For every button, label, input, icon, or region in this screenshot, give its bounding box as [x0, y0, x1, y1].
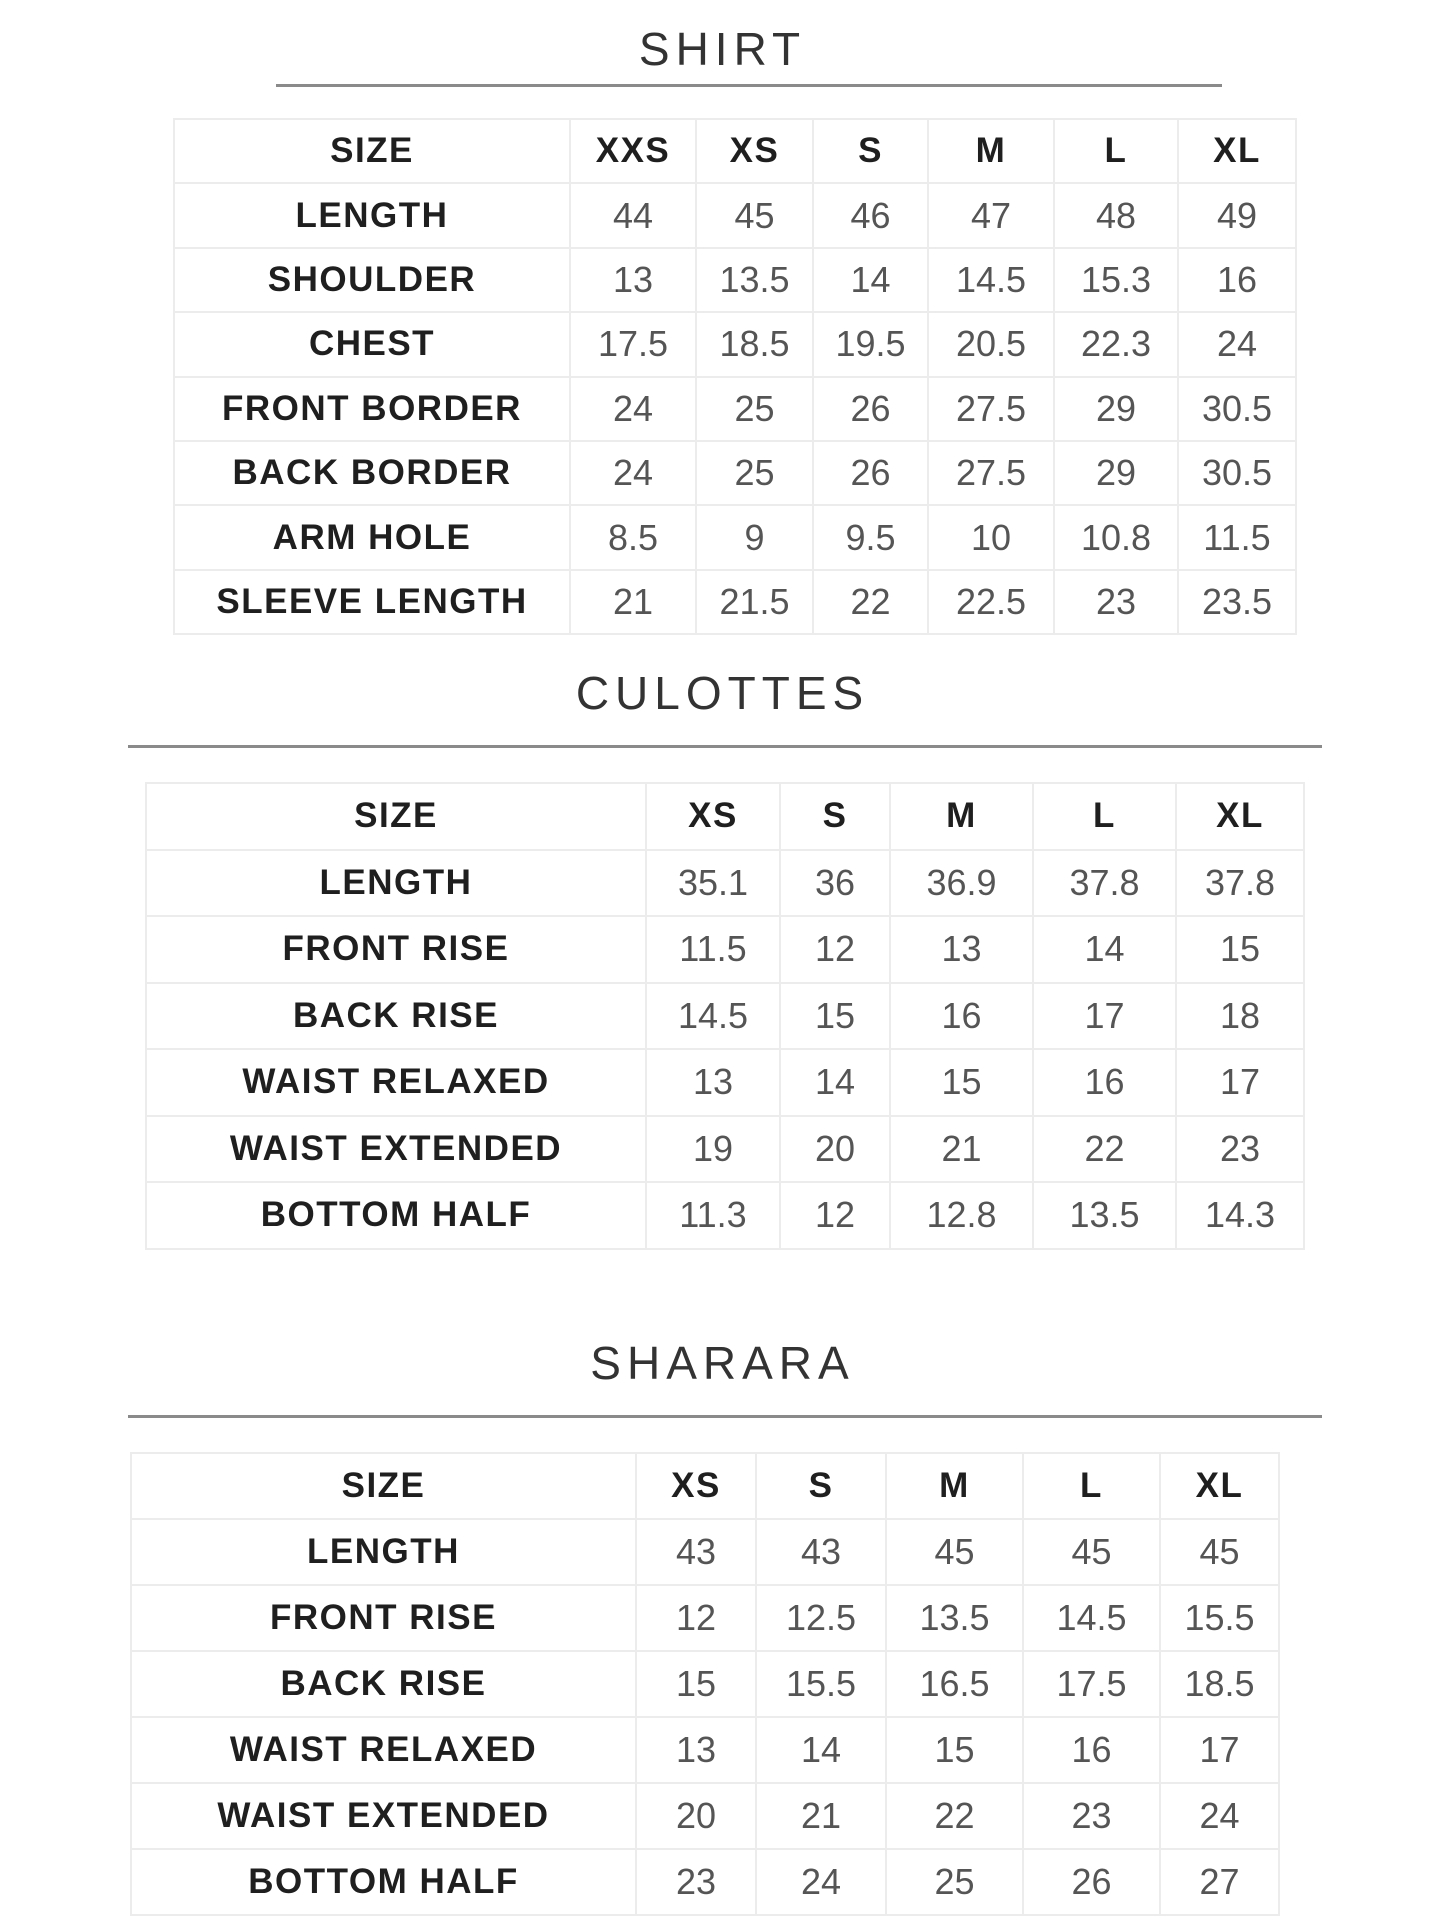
- measurement-value: 29: [1054, 377, 1178, 441]
- table-row: [131, 1519, 1279, 1585]
- table-row: [146, 1049, 1304, 1116]
- measurement-value: 8.5: [570, 505, 696, 569]
- size-header-cell: XXS: [570, 119, 696, 183]
- sharara-title: SHARARA: [590, 1337, 855, 1389]
- measurement-value: 15: [636, 1651, 756, 1717]
- measurement-value: 37.8: [1176, 850, 1304, 917]
- measurement-label: BACK RISE: [146, 983, 646, 1050]
- measurement-value: 13: [890, 916, 1033, 983]
- shirt-divider: [276, 84, 1222, 87]
- size-header-cell: M: [890, 783, 1033, 850]
- measurement-value: 24: [570, 377, 696, 441]
- measurement-value: 18.5: [1160, 1651, 1279, 1717]
- measurement-value: 14: [813, 248, 928, 312]
- measurement-value: 17: [1160, 1717, 1279, 1783]
- measurement-value: 14.5: [928, 248, 1054, 312]
- measurement-value: 12.8: [890, 1182, 1033, 1249]
- size-header-cell: L: [1033, 783, 1176, 850]
- measurement-value: 14.5: [646, 983, 780, 1050]
- measurement-value: 45: [886, 1519, 1023, 1585]
- measurement-value: 14: [756, 1717, 886, 1783]
- sharara-divider: [128, 1415, 1322, 1418]
- measurement-label: FRONT RISE: [146, 916, 646, 983]
- measurement-value: 15: [1176, 916, 1304, 983]
- measurement-label: WAIST EXTENDED: [131, 1783, 636, 1849]
- measurement-label: LENGTH: [174, 183, 570, 247]
- table-row: [146, 850, 1304, 917]
- measurement-value: 46: [813, 183, 928, 247]
- measurement-value: 24: [1178, 312, 1296, 376]
- measurement-value: 30.5: [1178, 377, 1296, 441]
- measurement-label: SLEEVE LENGTH: [174, 570, 570, 634]
- table-row: [146, 1116, 1304, 1183]
- table-row: [174, 183, 1296, 247]
- measurement-value: 44: [570, 183, 696, 247]
- measurement-value: 26: [813, 377, 928, 441]
- measurement-value: 23: [636, 1849, 756, 1915]
- measurement-value: 13: [636, 1717, 756, 1783]
- measurement-label: WAIST RELAXED: [131, 1717, 636, 1783]
- measurement-value: 23: [1023, 1783, 1160, 1849]
- measurement-value: 15.5: [756, 1651, 886, 1717]
- measurement-value: 21: [756, 1783, 886, 1849]
- size-header-cell: XL: [1178, 119, 1296, 183]
- measurement-value: 15: [780, 983, 890, 1050]
- measurement-value: 25: [886, 1849, 1023, 1915]
- size-header-cell: L: [1054, 119, 1178, 183]
- measurement-value: 10: [928, 505, 1054, 569]
- measurement-value: 11.3: [646, 1182, 780, 1249]
- measurement-label: FRONT RISE: [131, 1585, 636, 1651]
- measurement-value: 12: [780, 1182, 890, 1249]
- measurement-label: BACK BORDER: [174, 441, 570, 505]
- table-row: [174, 570, 1296, 634]
- measurement-value: 14: [780, 1049, 890, 1116]
- measurement-value: 45: [1023, 1519, 1160, 1585]
- size-column-header: SIZE: [174, 119, 570, 183]
- measurement-value: 19: [646, 1116, 780, 1183]
- table-row: [131, 1783, 1279, 1849]
- measurement-value: 29: [1054, 441, 1178, 505]
- measurement-value: 21: [890, 1116, 1033, 1183]
- measurement-value: 23.5: [1178, 570, 1296, 634]
- table-row: [131, 1849, 1279, 1915]
- measurement-value: 24: [570, 441, 696, 505]
- measurement-value: 24: [756, 1849, 886, 1915]
- measurement-value: 15.3: [1054, 248, 1178, 312]
- measurement-label: BACK RISE: [131, 1651, 636, 1717]
- measurement-value: 25: [696, 441, 813, 505]
- measurement-label: FRONT BORDER: [174, 377, 570, 441]
- measurement-value: 45: [1160, 1519, 1279, 1585]
- shirt-title: SHIRT: [638, 23, 807, 75]
- measurement-value: 13.5: [886, 1585, 1023, 1651]
- measurement-label: SHOULDER: [174, 248, 570, 312]
- measurement-value: 18.5: [696, 312, 813, 376]
- measurement-value: 9.5: [813, 505, 928, 569]
- measurement-value: 12.5: [756, 1585, 886, 1651]
- table-row: [174, 505, 1296, 569]
- table-row: [174, 248, 1296, 312]
- table-row: [146, 983, 1304, 1050]
- measurement-value: 37.8: [1033, 850, 1176, 917]
- measurement-value: 21.5: [696, 570, 813, 634]
- measurement-label: LENGTH: [131, 1519, 636, 1585]
- size-header-cell: M: [928, 119, 1054, 183]
- measurement-value: 24: [1160, 1783, 1279, 1849]
- size-header-cell: S: [813, 119, 928, 183]
- measurement-value: 15.5: [1160, 1585, 1279, 1651]
- measurement-value: 13.5: [1033, 1182, 1176, 1249]
- size-header-cell: S: [756, 1453, 886, 1519]
- measurement-value: 22.5: [928, 570, 1054, 634]
- measurement-value: 22.3: [1054, 312, 1178, 376]
- size-header-cell: M: [886, 1453, 1023, 1519]
- table-row: [131, 1585, 1279, 1651]
- size-header-cell: XL: [1176, 783, 1304, 850]
- size-column-header: SIZE: [146, 783, 646, 850]
- measurement-value: 17: [1033, 983, 1176, 1050]
- measurement-value: 16: [1023, 1717, 1160, 1783]
- measurement-value: 35.1: [646, 850, 780, 917]
- size-column-header: SIZE: [131, 1453, 636, 1519]
- table-row: [174, 441, 1296, 505]
- shirt-header-row: [174, 119, 1296, 183]
- shirt-size-table: [173, 118, 1297, 635]
- measurement-value: 43: [636, 1519, 756, 1585]
- measurement-value: 20.5: [928, 312, 1054, 376]
- measurement-value: 15: [886, 1717, 1023, 1783]
- measurement-value: 16: [890, 983, 1033, 1050]
- measurement-value: 13: [646, 1049, 780, 1116]
- measurement-value: 30.5: [1178, 441, 1296, 505]
- measurement-value: 17.5: [1023, 1651, 1160, 1717]
- measurement-value: 14.5: [1023, 1585, 1160, 1651]
- measurement-value: 11.5: [1178, 505, 1296, 569]
- measurement-value: 23: [1054, 570, 1178, 634]
- measurement-value: 15: [890, 1049, 1033, 1116]
- measurement-value: 36: [780, 850, 890, 917]
- size-header-cell: XS: [636, 1453, 756, 1519]
- measurement-value: 13: [570, 248, 696, 312]
- measurement-value: 22: [1033, 1116, 1176, 1183]
- size-header-cell: S: [780, 783, 890, 850]
- measurement-value: 43: [756, 1519, 886, 1585]
- culottes-header-row: [146, 783, 1304, 850]
- measurement-value: 17: [1176, 1049, 1304, 1116]
- table-row: [146, 916, 1304, 983]
- measurement-label: BOTTOM HALF: [131, 1849, 636, 1915]
- measurement-label: LENGTH: [146, 850, 646, 917]
- measurement-value: 13.5: [696, 248, 813, 312]
- measurement-label: WAIST EXTENDED: [146, 1116, 646, 1183]
- measurement-value: 36.9: [890, 850, 1033, 917]
- measurement-value: 10.8: [1054, 505, 1178, 569]
- measurement-value: 25: [696, 377, 813, 441]
- table-row: [131, 1651, 1279, 1717]
- measurement-value: 12: [780, 916, 890, 983]
- measurement-value: 18: [1176, 983, 1304, 1050]
- measurement-value: 27.5: [928, 441, 1054, 505]
- sharara-header-row: [131, 1453, 1279, 1519]
- table-row: [174, 312, 1296, 376]
- table-row: [174, 377, 1296, 441]
- culottes-size-table: [145, 782, 1305, 1250]
- measurement-value: 16: [1178, 248, 1296, 312]
- measurement-value: 14.3: [1176, 1182, 1304, 1249]
- measurement-value: 9: [696, 505, 813, 569]
- measurement-value: 48: [1054, 183, 1178, 247]
- measurement-label: CHEST: [174, 312, 570, 376]
- measurement-value: 26: [813, 441, 928, 505]
- measurement-value: 45: [696, 183, 813, 247]
- measurement-value: 22: [813, 570, 928, 634]
- measurement-value: 21: [570, 570, 696, 634]
- measurement-value: 20: [636, 1783, 756, 1849]
- table-row: [146, 1182, 1304, 1249]
- measurement-value: 19.5: [813, 312, 928, 376]
- measurement-value: 49: [1178, 183, 1296, 247]
- measurement-label: ARM HOLE: [174, 505, 570, 569]
- size-header-cell: XL: [1160, 1453, 1279, 1519]
- table-row: [131, 1717, 1279, 1783]
- measurement-value: 17.5: [570, 312, 696, 376]
- measurement-label: BOTTOM HALF: [146, 1182, 646, 1249]
- size-header-cell: XS: [646, 783, 780, 850]
- measurement-value: 14: [1033, 916, 1176, 983]
- measurement-label: WAIST RELAXED: [146, 1049, 646, 1116]
- sharara-size-table: [130, 1452, 1280, 1916]
- measurement-value: 20: [780, 1116, 890, 1183]
- measurement-value: 22: [886, 1783, 1023, 1849]
- measurement-value: 26: [1023, 1849, 1160, 1915]
- measurement-value: 27: [1160, 1849, 1279, 1915]
- culottes-divider: [128, 745, 1322, 748]
- measurement-value: 23: [1176, 1116, 1304, 1183]
- size-header-cell: L: [1023, 1453, 1160, 1519]
- culottes-title: CULOTTES: [575, 667, 870, 719]
- size-header-cell: XS: [696, 119, 813, 183]
- measurement-value: 16.5: [886, 1651, 1023, 1717]
- measurement-value: 47: [928, 183, 1054, 247]
- measurement-value: 12: [636, 1585, 756, 1651]
- measurement-value: 27.5: [928, 377, 1054, 441]
- measurement-value: 16: [1033, 1049, 1176, 1116]
- measurement-value: 11.5: [646, 916, 780, 983]
